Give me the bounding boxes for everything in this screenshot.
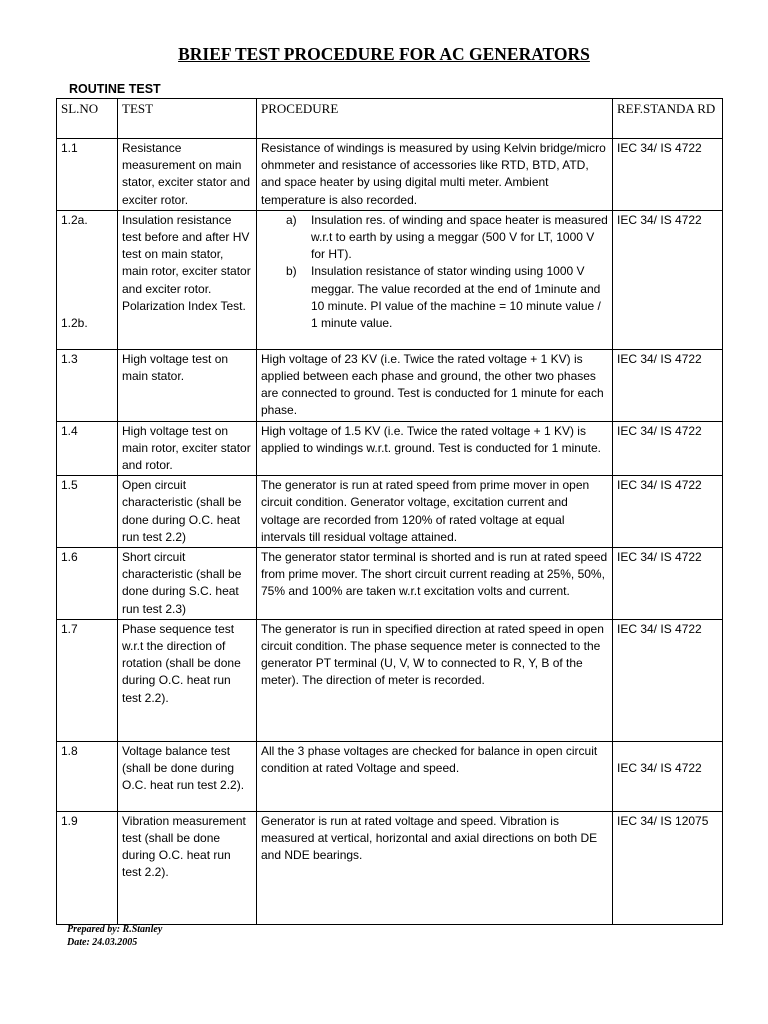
document-date: Date: 24.03.2005 bbox=[67, 937, 138, 948]
test-a: Insulation resistance test before and after HV test on main stator, main rotor, exciter stator and exciter rotor. bbox=[122, 212, 251, 296]
cell-test: Voltage balance test (shall be done during O.C. heat run test 2.2). bbox=[118, 741, 257, 811]
table-row bbox=[57, 741, 723, 811]
cell-sl-no: 1.5 bbox=[57, 476, 118, 548]
procedure-item bbox=[286, 212, 608, 264]
header-sl-no: SL.NO bbox=[57, 99, 118, 139]
table-row bbox=[57, 349, 723, 421]
table-row bbox=[57, 548, 723, 620]
header-procedure: PROCEDURE bbox=[257, 99, 613, 139]
cell-test: High voltage test on main rotor, exciter stator and rotor. bbox=[118, 421, 257, 476]
cell-procedure: All the 3 phase voltages are checked for balance in open circuit condition at rated Voltage and speed. bbox=[257, 741, 613, 811]
table-row bbox=[57, 811, 723, 924]
test-b: Polarization Index Test. bbox=[122, 298, 246, 313]
procedure-item-text: Insulation resistance of stator winding using 1000 V meggar. The value recorded at the end of 1minute and 10 minute. PI value of the machine = 10 minute value / 1 minute value. bbox=[311, 264, 601, 331]
page-title: BRIEF TEST PROCEDURE FOR AC GENERATORS bbox=[178, 44, 590, 64]
cell-procedure: Generator is run at rated voltage and speed. Vibration is measured at vertical, horizontal and axial directions on both DE and NDE bearings. bbox=[257, 811, 613, 924]
procedure-item-marker: b) bbox=[286, 264, 297, 279]
cell-standard: IEC 34/ IS 4722 bbox=[613, 210, 723, 349]
cell-procedure: High voltage of 1.5 KV (i.e. Twice the rated voltage + 1 KV) is applied to windings w.r.t. ground. Test is conducted for 1 minute. bbox=[257, 421, 613, 476]
cell-standard: IEC 34/ IS 4722 bbox=[613, 619, 723, 741]
procedure-item-text: Insulation res. of winding and space heater is measured w.r.t to earth by using a meggar (500 V for LT, 1000 V for HT). bbox=[311, 212, 608, 262]
sl-no-a: 1.2a. bbox=[61, 212, 88, 227]
header-test: TEST bbox=[118, 99, 257, 139]
cell-sl-no: 1.8 bbox=[57, 741, 118, 811]
cell-test: High voltage test on main stator. bbox=[118, 349, 257, 421]
cell-procedure: The generator is run in specified direction at rated speed in open circuit condition. The phase sequence meter is connected to the generator PT terminal (U, V, W to connected to R, Y, B of the meter). The direction of meter is recorded. bbox=[257, 619, 613, 741]
cell-procedure: The generator is run at rated speed from prime mover in open circuit condition. Generator voltage, excitation current and voltage are recorded from 120% of rated voltage at equal intervals till residual voltage attained. bbox=[257, 476, 613, 548]
cell-standard: IEC 34/ IS 4722 bbox=[613, 741, 723, 811]
table-header-row bbox=[57, 99, 723, 139]
table-row bbox=[57, 210, 723, 349]
cell-procedure bbox=[257, 210, 613, 349]
footer bbox=[67, 923, 162, 949]
cell-test: Short circuit characteristic (shall be done during S.C. heat run test 2.3) bbox=[118, 548, 257, 620]
table-row bbox=[57, 139, 723, 211]
procedure-item bbox=[286, 263, 608, 332]
table-row bbox=[57, 421, 723, 476]
cell-standard: IEC 34/ IS 4722 bbox=[613, 421, 723, 476]
header-ref-standard: REF.STANDA RD bbox=[613, 99, 723, 139]
cell-standard: IEC 34/ IS 4722 bbox=[613, 476, 723, 548]
prepared-by: Prepared by: R.Stanley bbox=[67, 924, 163, 935]
cell-procedure: Resistance of windings is measured by using Kelvin bridge/micro ohmmeter and resistance of accessories like RTD, BTD, ATD, and space heater by using digital multi meter. Ambient temperature is also recorded. bbox=[257, 139, 613, 211]
cell-sl-no: 1.7 bbox=[57, 619, 118, 741]
table-row bbox=[57, 476, 723, 548]
procedure-item-marker: a) bbox=[286, 212, 297, 227]
test-procedure-table bbox=[56, 98, 723, 925]
cell-test: Vibration measurement test (shall be done during O.C. heat run test 2.2). bbox=[118, 811, 257, 924]
cell-procedure: High voltage of 23 KV (i.e. Twice the rated voltage + 1 KV) is applied between each phase and ground, the other two phases are connected to ground. Test is conducted for 1 minute for each phase. bbox=[257, 349, 613, 421]
cell-sl-no: 1.4 bbox=[57, 421, 118, 476]
cell-test: Phase sequence test w.r.t the direction of rotation (shall be done during O.C. heat run test 2.2). bbox=[118, 619, 257, 741]
cell-procedure: The generator stator terminal is shorted and is run at rated speed from prime mover. The short circuit current reading at 25%, 50%, 75% and 100% are taken w.r.t excitation volts and current. bbox=[257, 548, 613, 620]
sl-no-b: 1.2b. bbox=[61, 315, 88, 330]
table-row bbox=[57, 619, 723, 741]
cell-sl-no: 1.1 bbox=[57, 139, 118, 211]
cell-sl-no: 1.9 bbox=[57, 811, 118, 924]
cell-standard: IEC 34/ IS 4722 bbox=[613, 349, 723, 421]
cell-test bbox=[118, 210, 257, 349]
cell-sl-no: 1.6 bbox=[57, 548, 118, 620]
cell-standard: IEC 34/ IS 4722 bbox=[613, 139, 723, 211]
cell-standard: IEC 34/ IS 12075 bbox=[613, 811, 723, 924]
cell-test: Resistance measurement on main stator, exciter stator and exciter rotor. bbox=[118, 139, 257, 211]
cell-sl-no bbox=[57, 210, 118, 349]
cell-standard: IEC 34/ IS 4722 bbox=[613, 548, 723, 620]
cell-test: Open circuit characteristic (shall be done during O.C. heat run test 2.2) bbox=[118, 476, 257, 548]
cell-sl-no: 1.3 bbox=[57, 349, 118, 421]
procedure-list bbox=[261, 212, 608, 332]
section-title: ROUTINE TEST bbox=[69, 82, 161, 96]
